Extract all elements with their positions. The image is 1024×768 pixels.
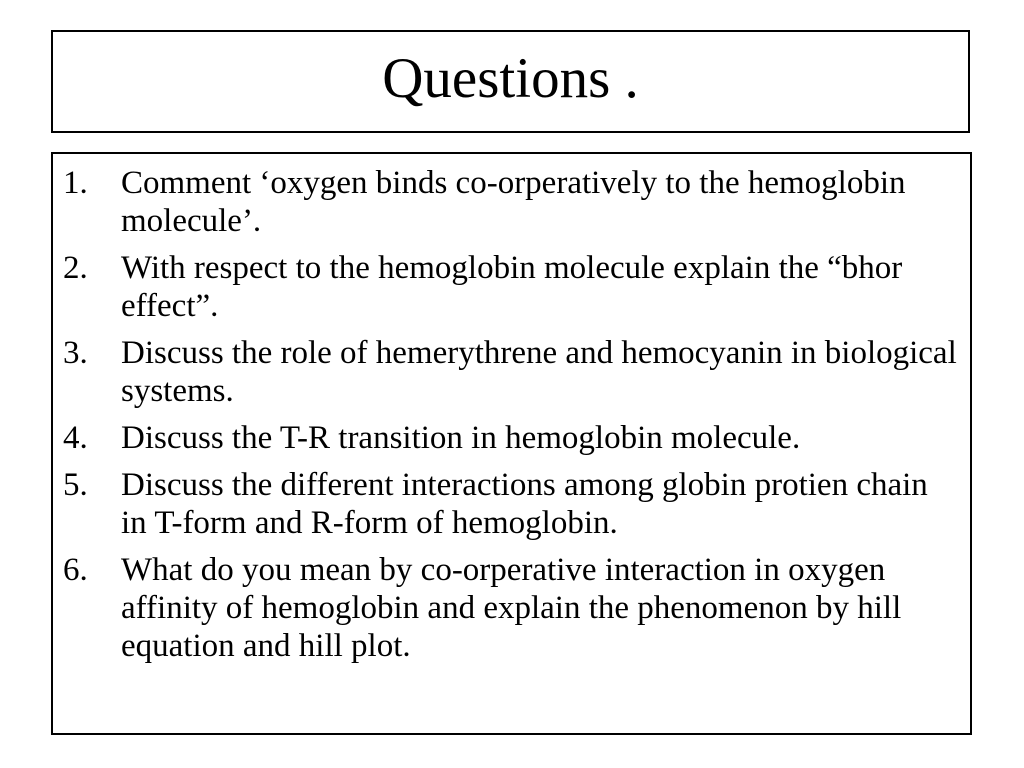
title-box (51, 30, 970, 133)
question-text: Discuss the different interactions among globin protien chain in T-form and R-form of hemoglobin. (121, 467, 928, 541)
question-text: With respect to the hemoglobin molecule explain the “bhor effect”. (121, 250, 903, 324)
question-item-2 (63, 249, 960, 325)
question-item-6 (63, 551, 960, 665)
question-number: 2. (63, 250, 88, 286)
questions-box (51, 152, 972, 735)
question-item-5 (63, 466, 960, 542)
question-number: 1. (63, 165, 88, 201)
question-text: Comment ‘oxygen binds co-orperatively to the hemoglobin molecule’. (121, 165, 906, 239)
question-text: Discuss the T-R transition in hemoglobin molecule. (121, 420, 801, 456)
question-number: 6. (63, 552, 88, 588)
question-number: 5. (63, 467, 88, 503)
questions-list (63, 164, 960, 665)
question-number: 4. (63, 420, 88, 456)
question-item-1 (63, 164, 960, 240)
question-text: Discuss the role of hemerythrene and hemocyanin in biological systems. (121, 335, 957, 409)
question-item-3 (63, 334, 960, 410)
question-item-4 (63, 419, 960, 457)
question-text: What do you mean by co-orperative interaction in oxygen affinity of hemoglobin and explain the phenomenon by hill equation and hill plot. (121, 552, 902, 664)
slide-title: Questions . (382, 47, 639, 110)
question-number: 3. (63, 335, 88, 371)
